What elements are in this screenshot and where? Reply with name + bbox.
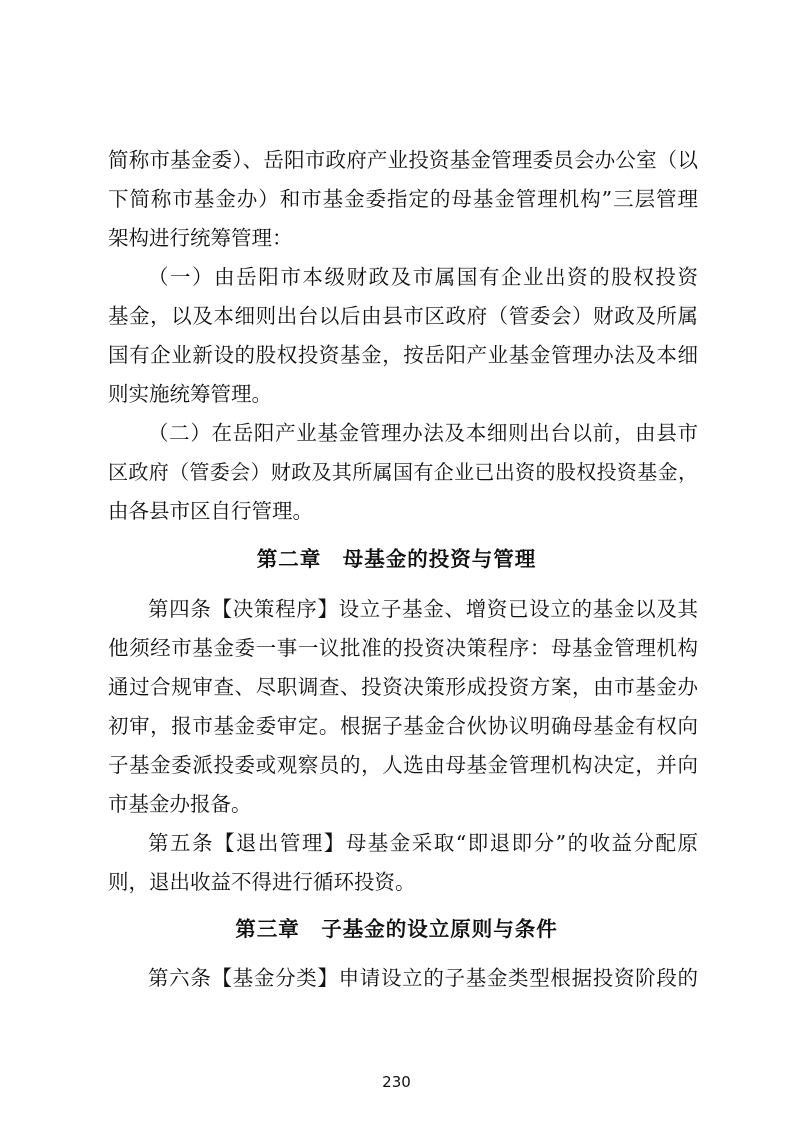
text-line: 市基金办报备。 <box>108 792 252 816</box>
text-line: 架构进行统筹管理： <box>108 226 293 250</box>
text-line: 由各县市区自行管理。 <box>108 499 313 523</box>
text-line: 区政府（管委会）财政及其所属国有企业已出资的股权投资基金， <box>108 460 698 484</box>
text-line: （二）在岳阳产业基金管理办法及本细则出台以前，由县市 <box>148 421 698 445</box>
text-line: 国有企业新设的股权投资基金，按岳阳产业基金管理办法及本细 <box>108 343 698 367</box>
text-line: 则实施统筹管理。 <box>108 382 272 406</box>
chapter-heading: 第二章 母基金的投资与管理 <box>256 547 537 571</box>
text-line: 第六条【基金分类】申请设立的子基金类型根据投资阶段的 <box>148 966 698 990</box>
text-line: 则，退出收益不得进行循环投资。 <box>108 870 416 894</box>
text-line: 下简称市基金办）和市基金委指定的母基金管理机构”三层管理 <box>108 187 698 211</box>
text-line: 通过合规审查、尽职调查、投资决策形成投资方案，由市基金办 <box>108 675 698 699</box>
text-line: （一）由岳阳市本级财政及市属国有企业出资的股权投资 <box>148 265 698 289</box>
chapter-heading: 第三章 子基金的设立原则与条件 <box>235 917 558 941</box>
text-line: 基金，以及本细则出台以后由县市区政府（管委会）财政及所属 <box>108 304 698 328</box>
text-line: 简称市基金委）、岳阳市政府产业投资基金管理委员会办公室（以 <box>108 148 698 172</box>
text-line: 第五条【退出管理】母基金采取“即退即分”的收益分配原 <box>148 831 698 855</box>
page-number: 230 <box>382 1073 411 1091</box>
text-line: 第四条【决策程序】设立子基金、增资已设立的基金以及其 <box>148 597 698 621</box>
text-line: 他须经市基金委一事一议批准的投资决策程序：母基金管理机构 <box>108 636 698 660</box>
text-line: 初审，报市基金委审定。根据子基金合伙协议明确母基金有权向 <box>108 714 698 738</box>
text-line: 子基金委派投委或观察员的，人选由母基金管理机构决定，并向 <box>108 753 698 777</box>
